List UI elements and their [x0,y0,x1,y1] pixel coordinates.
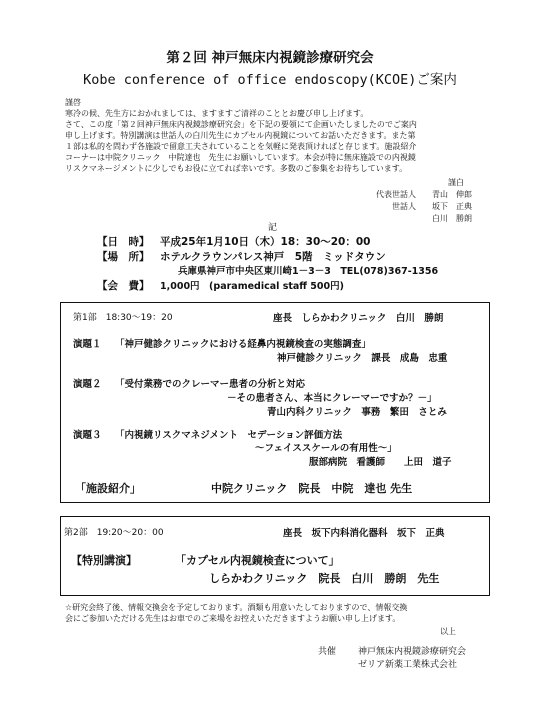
fee-label: 【会 費】 [97,280,150,292]
ki-mark: 記 [268,223,278,233]
letter-line: 申し上げます。特別講演は世話人の白川先生にカプセル内視鏡についてお話いただきます。また第 [65,131,416,140]
cosponsor-label: 共催 [318,647,337,657]
talk3-speaker: 服部病院 看護師 上田 道子 [309,457,452,468]
talk3-label: 演題３ [73,430,102,441]
organizer-role: 代表世話人 [376,190,416,199]
fee-value: 1,000円 (paramedical staff 500円) [160,281,344,292]
letter-line: １部は私的を問わず各施設で留意工夫されていることを気軽に発表頂ければと存じます。施設紹介 [65,142,417,151]
talk1-speaker: 神戸健診クリニック 課長 成島 忠重 [277,353,448,364]
ijou-mark: 以上 [440,627,456,636]
address: 兵庫県神戸市中央区東川崎1－3－3 TEL(078)367-1356 [178,266,439,277]
special-lecture-title: 「カプセル内視鏡検査について」 [175,554,340,567]
footer-note: ☆研究会終了後、情報交換会を予定しております。酒類も用意いたしておりますので、情報交換 [65,603,408,612]
place-value: ホテルクラウンパレス神戸 5階 ミッドタウン [160,251,386,263]
place-label: 【場 所】 [97,251,150,263]
cosponsor-name: ゼリア新薬工業株式会社 [358,660,458,670]
footer-note: 会にご参加いただける先生はお車でのご来場をお控えいただきますようお願い申し上げます。 [65,614,401,623]
special-lecture-speaker: しらかわクリニック 院長 白川 勝朗 先生 [209,572,440,585]
document-title: 第２回 神戸無床内視鏡診療研究会 [166,50,374,66]
talk2-speaker: 青山内科クリニック 事務 繁田 さとみ [267,407,447,418]
talk1-title: 「神戸健診クリニックにおける経鼻内視鏡検査の実態調査」 [115,339,371,350]
date-value: 平成25年1月10日（木）18：30～20：00 [160,236,371,248]
organizer-role: 世話人 [392,202,416,211]
talk2-title: 「受付業務でのクレーマー患者の分析と対応 [115,379,306,390]
talk3-subtitle: ～フェイススケールの有用性～」 [255,443,397,454]
part1-header: 第1部 18:30～19：20 [73,313,173,323]
talk3-title: 「内視鏡リスクマネジメント セデーション評価方法 [115,430,343,441]
date-label: 【日 時】 [97,236,150,248]
letter-line: さて、この度「第２回神戸無床内視鏡診療研究会」を下記の要領にて企画いたしましたのでご案内 [65,120,417,129]
organizer-name: 青山 伸郎 [432,190,472,199]
letter-line: 寒冷の候、先生方におかれましては、ますますご清祥のこととお慶び申し上げます。 [65,109,369,118]
special-lecture-label: 【特別講演】 [71,554,137,567]
talk2-subtitle: －その患者さん、本当にクレーマーですか？－」 [227,393,437,404]
part2-box [60,516,490,596]
part2-chair: 座長 坂下内科消化器科 坂下 正典 [283,528,445,539]
cosponsor-name: 神戸無床内視鏡診療研究会 [358,647,467,657]
part1-chair: 座長 しらかわクリニック 白川 勝朗 [273,313,444,324]
facility-value: 中院クリニック 院長 中院 達也 先生 [211,482,413,495]
talk2-label: 演題２ [73,379,102,390]
part2-header: 第2部 19:20～20：00 [64,528,164,538]
greeting: 謹啓 [65,98,81,107]
organizer-name: 白川 勝朗 [432,214,472,223]
closing: 謹白 [448,178,464,187]
facility-label: 「施設紹介」 [75,482,141,495]
letter-line: リスクマネージメントに少しでもお役に立てれば幸いです。多数のご参集をお待ちしています。 [65,164,408,173]
document-subtitle: Kobe conference of office endoscopy(KCOE)ご案内 [83,72,457,88]
talk1-label: 演題１ [73,339,102,350]
part1-box [60,302,490,503]
letter-line: コーナーは中院クリニック 中院達也 先生にお願いしています。本会が特に無床施設での内視鏡 [65,153,416,162]
organizer-name: 坂下 正典 [432,202,472,211]
